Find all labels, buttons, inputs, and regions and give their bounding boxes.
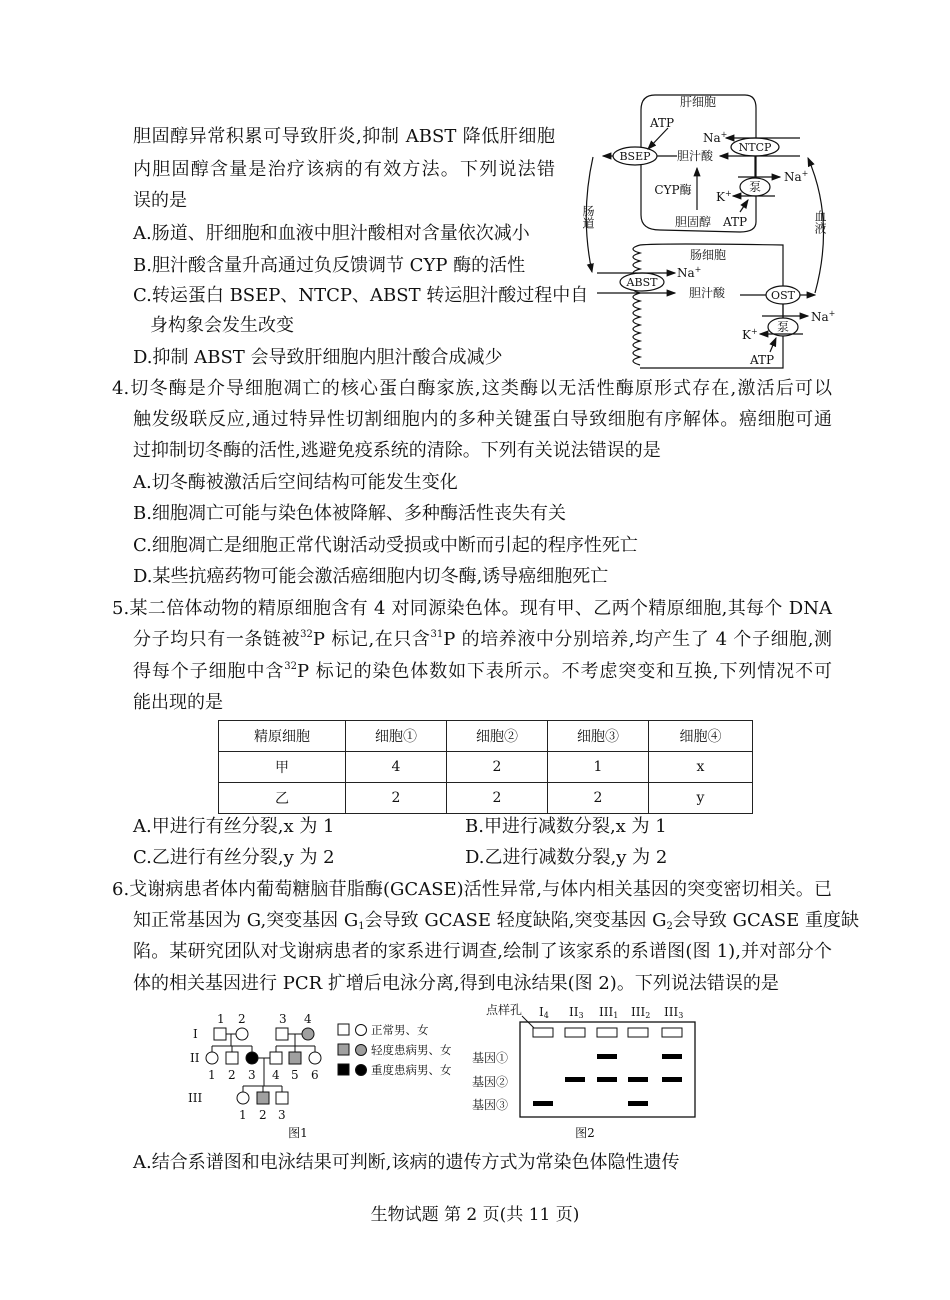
lane-label: II3 [569, 1005, 584, 1020]
q5-stem-line: 能出现的是 [133, 692, 223, 713]
q4-option-d: D.某些抗癌药物可能会激活癌细胞内切冬酶,诱导癌细胞死亡 [133, 566, 609, 587]
generation-label: I [193, 1027, 198, 1041]
figure-1-caption: 图1 [288, 1126, 308, 1140]
q6-stem-line: 体的相关基因进行 PCR 扩增后电泳分离,得到电泳结果(图 2)。下列说法错误的是 [133, 973, 779, 994]
q4-stem-line: 触发级联反应,通过特异性切割细胞内的多种关键蛋白导致细胞有序解体。癌细胞可通 [133, 409, 832, 430]
lane-label: III2 [631, 1005, 651, 1020]
atp-label: ATP [649, 116, 675, 130]
q4-option-b: B.细胞凋亡可能与染色体被降解、多种酶活性丧失有关 [133, 503, 566, 524]
figure-2-caption: 图2 [575, 1126, 595, 1140]
intestinal-villi [633, 245, 640, 365]
electrophoresis-labels [472, 1002, 683, 1140]
well-label: 点样孔 [485, 1003, 522, 1017]
q5-stem-line: 5.某二倍体动物的精原细胞含有 4 对同源染色体。现有甲、乙两个精原细胞,其每个 DNA [112, 598, 832, 619]
ntcp-label: NTCP [738, 141, 772, 154]
individual-number: 3 [248, 1068, 256, 1082]
individual-number: 6 [311, 1068, 319, 1082]
cyp-label: CYP酶 [654, 183, 692, 197]
na-label: Na+ [811, 309, 836, 324]
q5-stem-line: 得每个子细胞中含$^{32}$P 标记的染色体数如下表所示。不考虑突变和互换,下列情况不可 [133, 661, 833, 682]
individual-number: 1 [217, 1012, 225, 1026]
atp-label: ATP [722, 215, 748, 229]
atp-label: ATP [749, 353, 775, 367]
generation-label: III [188, 1091, 203, 1105]
na-label: Na+ [784, 169, 809, 184]
bile-acid-label: 胆汁酸 [676, 149, 714, 163]
pedigree-labels [188, 1012, 452, 1140]
page-footer: 生物试题 第 2 页(共 11 页) [370, 1205, 580, 1225]
gene-label: 基因① [471, 1051, 509, 1065]
q3-stem-line: 内胆固醇含量是治疗该病的有效方法。下列说法错 [133, 159, 555, 180]
table-row: 甲 4 2 1 x [219, 752, 753, 783]
gene-label: 基因③ [471, 1098, 509, 1112]
legend-mild: 轻度患病男、女 [371, 1043, 452, 1057]
generation-label: II [190, 1051, 200, 1065]
individual-number: 5 [291, 1068, 299, 1082]
individual-number: 3 [278, 1108, 286, 1122]
gut-label: 肠道 [581, 205, 595, 229]
abst-label: ABST [626, 276, 658, 289]
table-row: 乙 2 2 2 y [219, 783, 753, 814]
na-label: Na+ [703, 130, 728, 145]
lane-label: I4 [539, 1005, 549, 1020]
individual-number: 4 [304, 1012, 312, 1026]
bsep-label: BSEP [619, 150, 651, 163]
pump-label: 泵 [748, 180, 762, 194]
lane-label: III1 [599, 1005, 619, 1020]
pump-label: 泵 [776, 320, 790, 334]
q6-stem-line: 陷。某研究团队对戈谢病患者的家系进行调查,绘制了该家系的系谱图(图 1),并对部分个 [133, 941, 832, 962]
q3-stem-line: 误的是 [133, 190, 187, 211]
q6-stem-line: 6.戈谢病患者体内葡萄糖脑苷脂酶(GCASE)活性异常,与体内相关基因的突变密切相关。已 [112, 879, 832, 900]
cholesterol-label: 胆固醇 [674, 215, 712, 229]
individual-number: 4 [272, 1068, 280, 1082]
gene-label: 基因② [471, 1075, 509, 1089]
individual-number: 1 [208, 1068, 216, 1082]
pedigree-figure-1 [206, 1024, 367, 1104]
intestine-cell-label: 肠细胞 [689, 248, 727, 262]
q4-stem-line: 过抑制切冬酶的活性,逃避免疫系统的清除。下列有关说法错误的是 [133, 440, 661, 461]
q4-option-c: C.细胞凋亡是细胞正常代谢活动受损或中断而引起的程序性死亡 [133, 535, 638, 556]
q4-option-a: A.切冬酶被激活后空间结构可能发生变化 [133, 472, 458, 493]
table-header-row: 精原细胞 细胞① 细胞② 细胞③ 细胞④ [219, 721, 753, 752]
bile-acid-label: 胆汁酸 [688, 286, 726, 300]
individual-number: 2 [228, 1068, 236, 1082]
q3-stem-line: 胆固醇异常积累可导致肝炎,抑制 ABST 降低肝细胞 [133, 126, 555, 147]
individual-number: 3 [279, 1012, 287, 1026]
q3-option-b: B.胆汁酸含量升高通过负反馈调节 CYP 酶的活性 [133, 255, 526, 276]
ost-label: OST [771, 289, 795, 302]
legend-normal: 正常男、女 [371, 1023, 429, 1037]
na-label: Na+ [677, 265, 702, 280]
k-label: K+ [716, 189, 732, 204]
q3-option-a: A.肠道、肝细胞和血液中胆汁酸相对含量依次减小 [133, 223, 530, 244]
q5-data-table [218, 720, 753, 814]
q5-option-a: A.甲进行有丝分裂,x 为 1 [133, 816, 335, 837]
q4-stem-line: 4.切冬酶是介导细胞凋亡的核心蛋白酶家族,这类酶以无活性酶原形式存在,激活后可以 [112, 378, 832, 399]
q5-option-c: C.乙进行有丝分裂,y 为 2 [133, 847, 335, 868]
lane-label: III3 [664, 1005, 684, 1020]
k-label: K+ [742, 327, 758, 342]
individual-number: 2 [259, 1108, 267, 1122]
q5-option-b: B.甲进行减数分裂,x 为 1 [465, 816, 667, 837]
liver-cell-label: 肝细胞 [679, 95, 717, 109]
q5-stem-line: 分子均只有一条链被$^{32}$P 标记,在只含$^{31}$P 的培养液中分别培养,均产生了 4 个子细胞,测 [133, 629, 833, 650]
q3-option-c: C.转运蛋白 BSEP、NTCP、ABST 转运胆汁酸过程中自 [133, 285, 589, 306]
individual-number: 1 [239, 1108, 247, 1122]
individual-number: 2 [238, 1012, 246, 1026]
legend-severe: 重度患病男、女 [371, 1063, 452, 1077]
q6-stem-line: 知正常基因为 G,突变基因 $G_1$会导致 GCASE 轻度缺陷,突变基因 $G_2$会导致 GCASE 重度缺 [133, 910, 859, 932]
q3-option-d: D.抑制 ABST 会导致肝细胞内胆汁酸合成减少 [133, 347, 503, 368]
q6-option-a: A.结合系谱图和电泳结果可判断,该病的遗传方式为常染色体隐性遗传 [133, 1152, 680, 1173]
electrophoresis-figure-2 [520, 1016, 695, 1117]
q3-option-c-cont: 身构象会发生改变 [150, 315, 294, 336]
q5-option-d: D.乙进行减数分裂,y 为 2 [465, 847, 668, 868]
blood-label: 血液 [813, 210, 827, 234]
